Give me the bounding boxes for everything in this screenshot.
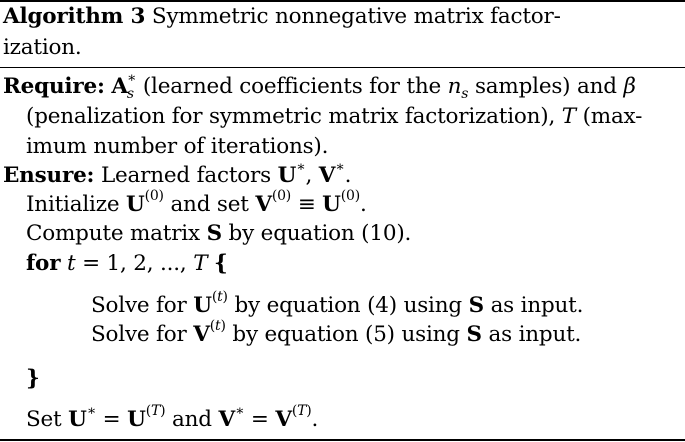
math-A: A	[111, 74, 128, 99]
solve-u-line: Solve for $U^{(t)}$ by equation (4) using S as input.	[91, 288, 584, 318]
math-T: T	[561, 104, 576, 129]
algorithm-title-line-2	[3, 33, 82, 63]
algorithm-title-line-1	[3, 2, 561, 32]
ensure-label: Ensure:	[3, 163, 95, 188]
require-line-2	[26, 102, 642, 132]
for-close-line	[26, 364, 40, 394]
require-text-5: imum number of iterations).	[26, 134, 329, 159]
math-beta: β	[623, 74, 636, 99]
algorithm-title: Symmetric nonnegative matrix factor-	[151, 4, 561, 29]
set-line: Set $U^∗ = U^{(T)}$ and $V^∗ = V^{(T)}$.	[26, 402, 319, 432]
for-line: for t = 1, 2, ..., T {	[26, 251, 228, 276]
require-line-1: Require: $A_s^∗$ (learned coefficients for the $n_s$ samples) and β	[3, 69, 636, 103]
title-rule	[0, 67, 685, 68]
require-label: Require:	[3, 74, 105, 99]
algorithm-title-cont: ization.	[3, 35, 82, 60]
require-text-4: (max-	[582, 104, 643, 129]
compute-line: Compute matrix S by equation (10).	[26, 221, 412, 246]
require-line-3	[26, 132, 328, 162]
for-close-brace: }	[26, 366, 40, 391]
ensure-line: Ensure: Learned factors U∗, V∗.	[3, 158, 352, 188]
initialize-line: Initialize $U^{(0)}$ and set $V^{(0)} \equiv U^{(0)}$.	[26, 187, 367, 217]
require-text-2: samples) and	[474, 74, 617, 99]
require-text-1: (learned coefficients for the	[142, 74, 441, 99]
algorithm-number: Algorithm 3	[3, 4, 146, 29]
for-keyword: for	[26, 251, 61, 276]
bottom-rule	[0, 439, 685, 441]
require-text-3: (penalization for symmetric matrix factorization),	[26, 104, 556, 129]
ensure-text: Learned factors	[100, 163, 271, 188]
solve-v-line: Solve for $V^{(t)}$ by equation (5) using S as input.	[91, 317, 582, 347]
math-n: n	[447, 74, 462, 99]
